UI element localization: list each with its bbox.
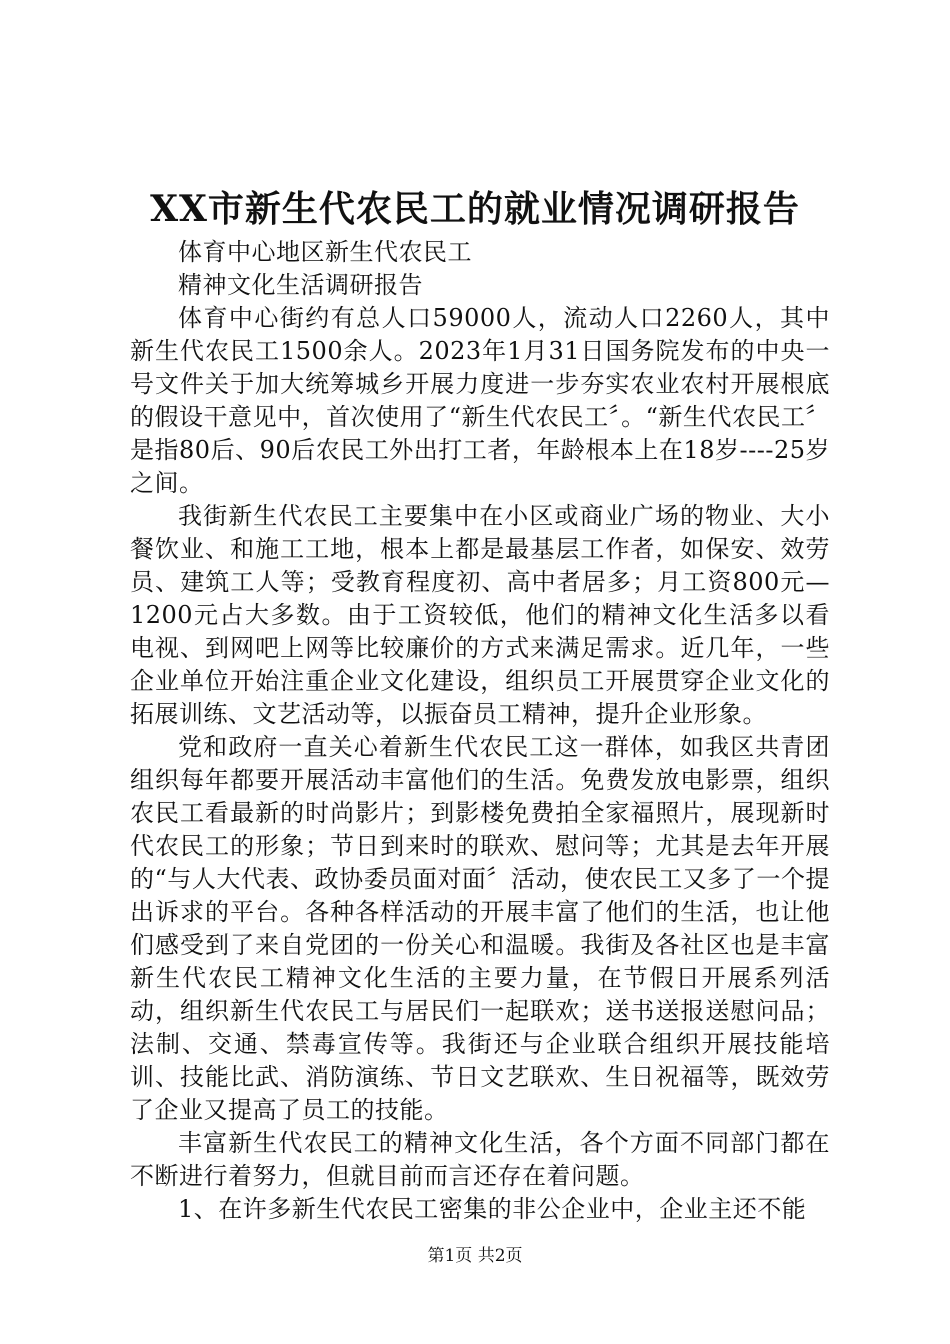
paragraph: 党和政府一直关心着新生代农民工这一群体，如我区共青团组织每年都要开展活动丰富他们的生活。免费发放电影票，组织农民工看最新的时尚影片；到影楼免费拍全家福照片，展现新时代农民工的形象；节日到来时的联欢、慰问等；尤其是去年开展的“与人大代表、政协委员面对面〞活动，使农民工又多了一个提出诉求的平台。各种各样活动的开展丰富了他们的生活，也让他们感受到了来自党团的一份关心和温暖。我街及各社区也是丰富新生代农民工精神文化生活的主要力量，在节假日开展系列活动，组织新生代农民工与居民们一起联欢；送书送报送慰问品；法制、交通、禁毒宣传等。我街还与企业联合组织开展技能培训、技能比武、消防演练、节日文艺联欢、生日祝福等，既效劳了企业又提高了员工的技能。 bbox=[130, 733, 830, 1124]
document-title: XX市新生代农民工的就业情况调研报告 bbox=[150, 188, 800, 230]
paragraph: 我街新生代农民工主要集中在小区或商业广场的物业、大小餐饮业、和施工工地，根本上都是最基层工作者，如保安、效劳员、建筑工人等；受教育程度初、高中者居多；月工资800元—1200元占大多数。由于工资较低，他们的精神文化生活多以看电视、到网吧上网等比较廉价的方式来满足需求。近几年，一些企业单位开始注重企业文化建设，组织员工开展贯穿企业文化的拓展训练、文艺活动等，以振奋员工精神，提升企业形象。 bbox=[130, 502, 830, 728]
document-body bbox=[130, 236, 830, 1226]
subtitle-line-2: 精神文化生活调研报告 bbox=[178, 271, 423, 299]
paragraph: 丰富新生代农民工的精神文化生活，各个方面不同部门都在不断进行着努力，但就目前而言还存在着问题。 bbox=[130, 1129, 830, 1190]
subtitle-line-1: 体育中心地区新生代农民工 bbox=[178, 238, 472, 266]
page-number-footer: 第1页 共2页 bbox=[427, 1246, 523, 1266]
paragraph: 体育中心街约有总人口59000人，流动人口2260人，其中新生代农民工1500余人。2023年1月31日国务院发布的中央一号文件关于加大统筹城乡开展力度进一步夯实农业农村开展根底的假设干意见中，首次使用了“新生代农民工〞。“新生代农民工〞是指80后、90后农民工外出打工者，年龄根本上在18岁----25岁之间。 bbox=[130, 304, 830, 497]
paragraph: 1、在许多新生代农民工密集的非公企业中，企业主还不能 bbox=[178, 1195, 807, 1223]
